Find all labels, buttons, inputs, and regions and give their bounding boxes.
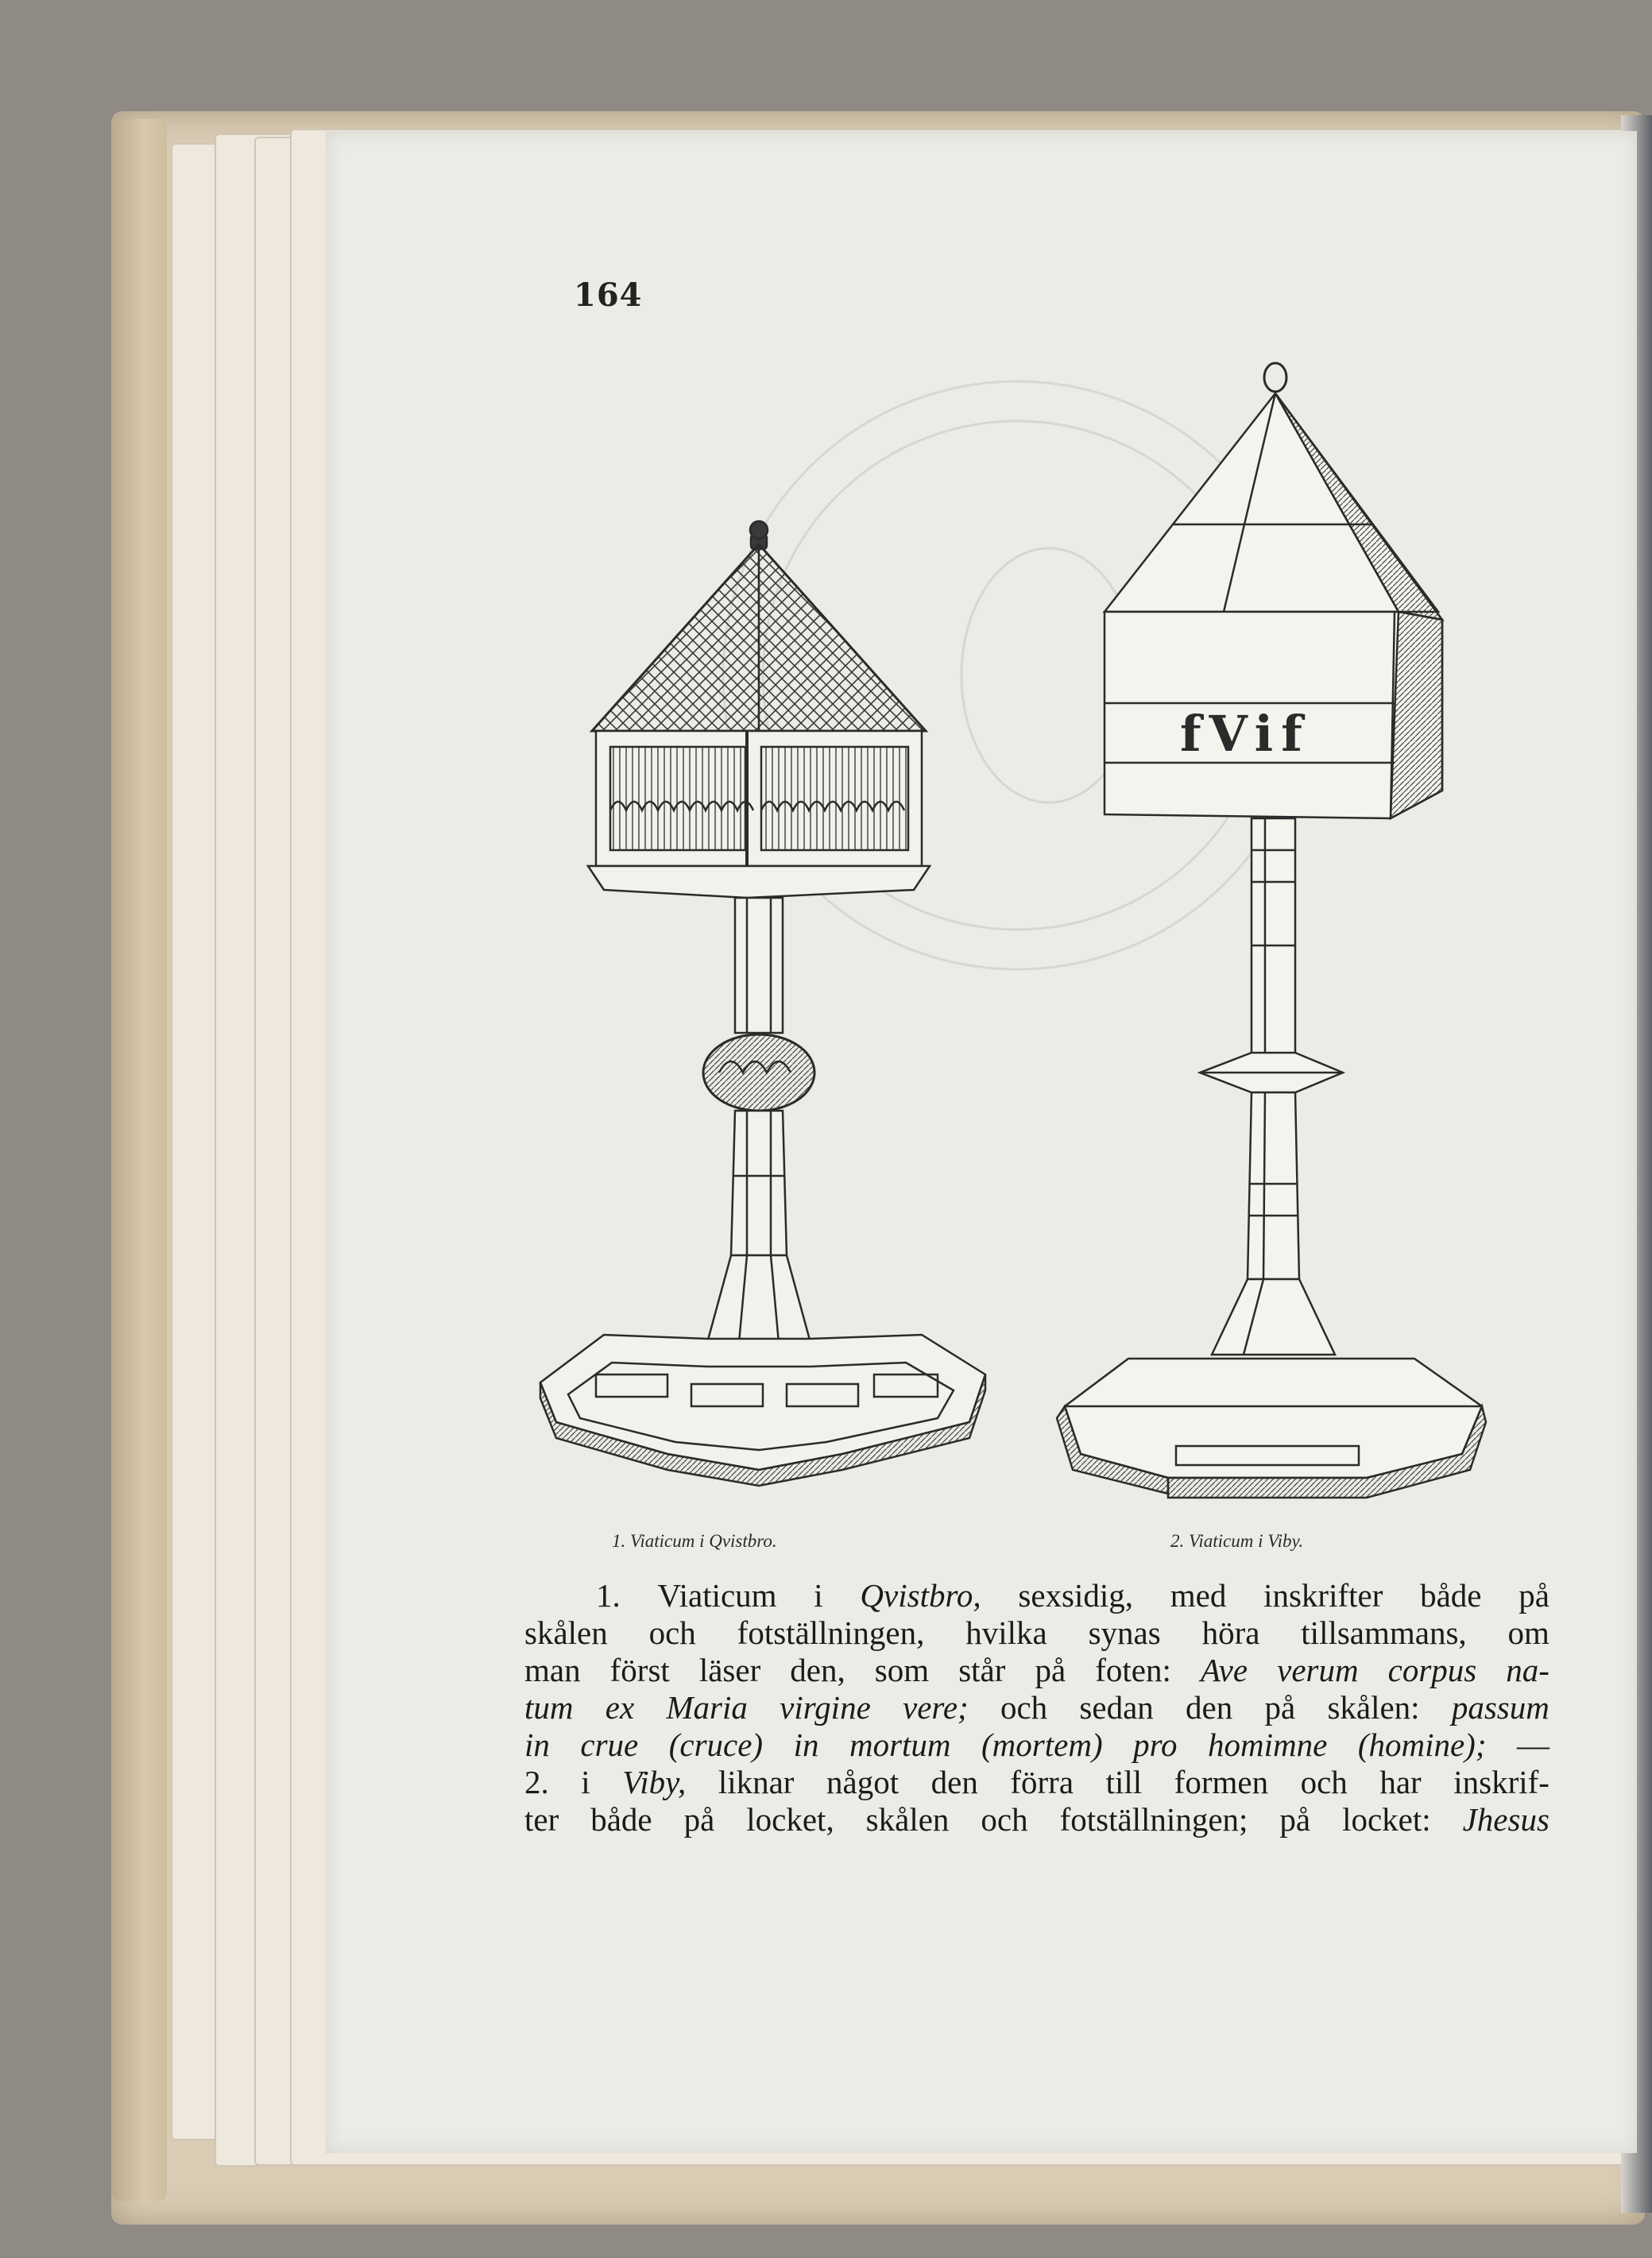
caption-figure-1: 1. Viaticum i Qvistbro. xyxy=(612,1531,777,1551)
text-word: 1. xyxy=(596,1577,621,1614)
text-word: läser xyxy=(698,1652,761,1688)
text-word: in xyxy=(793,1726,819,1763)
text-word: liknar xyxy=(718,1764,795,1800)
caption-figure-2: 2. Viaticum i Viby. xyxy=(1170,1531,1304,1551)
text-line xyxy=(524,1577,1549,1614)
text-word: skålen: xyxy=(1327,1689,1420,1726)
text-word: fotställningen; xyxy=(1059,1801,1248,1838)
text-word: tillsammans, xyxy=(1301,1614,1467,1651)
text-word: på xyxy=(1519,1577,1549,1614)
text-word: mortum xyxy=(849,1726,951,1763)
text-line xyxy=(524,1652,1549,1689)
text-word: ter xyxy=(524,1801,559,1838)
body-paragraph xyxy=(524,1577,1549,1838)
text-word: passum xyxy=(1451,1689,1549,1726)
text-word: vere; xyxy=(903,1689,969,1726)
text-word: både xyxy=(590,1801,652,1838)
viaticum-illustrations xyxy=(509,342,1565,1518)
text-line xyxy=(524,1726,1549,1764)
text-word: verum xyxy=(1277,1652,1359,1688)
text-word: virgine xyxy=(780,1689,871,1726)
text-word: höra xyxy=(1201,1614,1260,1651)
text-word: inskrif- xyxy=(1453,1764,1549,1800)
text-line xyxy=(524,1614,1549,1652)
text-word: sexsidig, xyxy=(1018,1577,1134,1614)
text-word: och xyxy=(981,1801,1028,1838)
viby-cup-inscription: fVif xyxy=(1180,705,1310,763)
text-word: locket: xyxy=(1342,1801,1431,1838)
text-word: in xyxy=(524,1726,550,1763)
text-word: i xyxy=(814,1577,823,1614)
text-word: ex xyxy=(605,1689,635,1726)
text-word: skålen xyxy=(865,1801,950,1838)
text-word: den xyxy=(1186,1689,1233,1726)
text-word: i xyxy=(581,1764,590,1800)
text-word: foten: xyxy=(1095,1652,1171,1688)
text-word: inskrifter xyxy=(1263,1577,1383,1614)
text-word: och xyxy=(648,1614,696,1651)
text-word: på xyxy=(683,1801,715,1838)
text-word: på xyxy=(1279,1801,1311,1838)
text-word: står xyxy=(958,1652,1006,1688)
text-word: formen xyxy=(1174,1764,1269,1800)
text-line xyxy=(524,1764,1549,1801)
text-word: Ave xyxy=(1200,1652,1248,1688)
text-word: förra xyxy=(1010,1764,1074,1800)
text-word: sedan xyxy=(1079,1689,1154,1726)
text-word: Qvistbro, xyxy=(860,1577,981,1614)
text-word: till xyxy=(1105,1764,1143,1800)
figure-qvistbro-viaticum xyxy=(540,521,985,1486)
text-word: Viby, xyxy=(622,1764,687,1800)
page-number: 164 xyxy=(574,276,643,314)
text-word: na- xyxy=(1506,1652,1549,1688)
text-word: (cruce) xyxy=(668,1726,764,1763)
text-line xyxy=(524,1801,1549,1838)
text-word: pro xyxy=(1133,1726,1178,1763)
text-word: den xyxy=(930,1764,978,1800)
text-word: skålen xyxy=(524,1614,608,1651)
text-word: Viaticum xyxy=(657,1577,777,1614)
text-word: Maria xyxy=(666,1689,748,1726)
text-word: något xyxy=(826,1764,900,1800)
text-word: om xyxy=(1507,1614,1549,1651)
text-word: synas xyxy=(1088,1614,1161,1651)
text-word: på xyxy=(1264,1689,1296,1726)
text-word: som xyxy=(874,1652,930,1688)
book-spine-edge xyxy=(111,119,167,2201)
text-word: och xyxy=(1000,1689,1048,1726)
text-word: — xyxy=(1516,1726,1549,1763)
text-word: hvilka xyxy=(965,1614,1047,1651)
text-word: med xyxy=(1170,1577,1227,1614)
text-word: man xyxy=(524,1652,581,1688)
text-word: och xyxy=(1300,1764,1348,1800)
figure-viby-viaticum xyxy=(1057,363,1486,1498)
text-word: den, xyxy=(790,1652,845,1688)
text-word: corpus xyxy=(1387,1652,1477,1688)
text-word: homimne xyxy=(1208,1726,1328,1763)
text-word: 2. xyxy=(524,1764,549,1800)
text-word: på xyxy=(1035,1652,1066,1688)
text-word: (mortem) xyxy=(981,1726,1103,1763)
text-word: locket, xyxy=(746,1801,834,1838)
text-word: tum xyxy=(524,1689,574,1726)
text-word: Jhesus xyxy=(1462,1801,1549,1838)
text-word: både xyxy=(1420,1577,1482,1614)
text-line xyxy=(524,1689,1549,1726)
text-word: crue xyxy=(580,1726,639,1763)
text-word: först xyxy=(609,1652,670,1688)
text-word: fotställningen, xyxy=(737,1614,925,1651)
text-word: (homine); xyxy=(1357,1726,1487,1763)
text-word: har xyxy=(1379,1764,1422,1800)
